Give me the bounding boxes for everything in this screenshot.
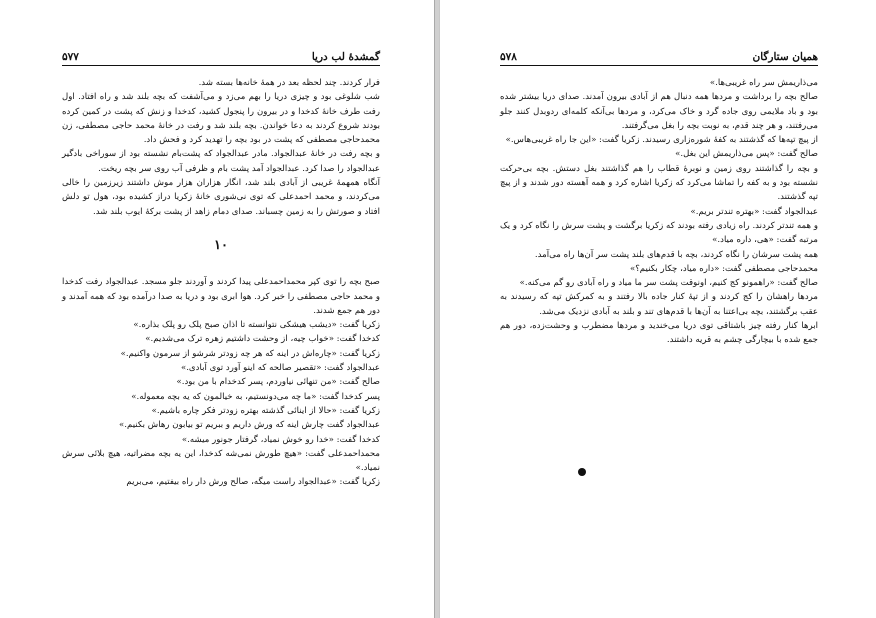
paragraph: صبح بچه را توی کپر محمداحمدعلی پیدا کردند و آوردند جلو مسجد. عبدالجواد رفت کدخدا و محمد حاجی مصطفی را خبر کرد. هوا ابری بود و دریا به صدا درآمده بود که همه آمدند و دور هم جمع شدند. xyxy=(62,277,380,316)
right-running-title: همیان ستارگان xyxy=(752,51,818,63)
left-page-body xyxy=(62,76,380,490)
paragraph: آنگاه همهمهٔ غریبی از آبادی بلند شد، انگار هزاران هزار موش داشتند زیرزمین را خالی می‌کردند، و محمد احمدعلی که توی نی‌شوری خانهٔ زکریا دراز کشیده بود، هول تو دلش افتاد و صورتش را به زمین چسباند. صدای دمام زاهد از پشت برکهٔ ایوب بلند شد. xyxy=(62,178,380,217)
dialogue-line: عبدالجواد گفت: «تقصیر صالحه که اینو آورد توی آبادی.» xyxy=(180,363,380,374)
paragraph: از پیچ تپه‌ها که گذشتند به کفهٔ شوره‌زاری رسیدند. زکریا گفت: «این جا راه غریبی‌هاس.» xyxy=(505,135,818,146)
dialogue-line: صالح گفت: «راهمونو کج کنیم، اونوقت پشت سر ما میاد و راه آبادی رو گم می‌کنه.» xyxy=(519,278,818,289)
paragraph: صالح بچه را برداشت و مردها همه دنبال هم از آبادی بیرون آمدند. صدای دریا بیشتر شده بود و باد ملایمی روی جاده گرد و خاک می‌کرد، و مردها بی‌آنکه کلمه‌ای ردوبدل کنند جلو می‌رفتند، و هر چند قدم، به نوبت بچه را بغل می‌گرفتند. xyxy=(500,92,818,131)
paragraph: مردها راهشان را کج کردند و از تپهٔ کنار جاده بالا رفتند و به کمرکش تپه که رسیدند به عقب برگشتند، بچه بی‌اعتنا به آن‌ها با قدم‌های تند و بلند به آبادی نزدیک می‌شد. xyxy=(500,292,818,317)
dialogue-line: زکریا گفت: «دیشب هیشکی نتوانسته تا اذان صبح پلک رو پلک بذاره.» xyxy=(133,320,380,331)
dialogue-line: کدخدا گفت: «خدا رو خوش نمیاد، گرفتار جونور میشه.» xyxy=(181,434,380,445)
paragraph: و بچه را گذاشتند روی زمین و نوبره‌ٔ قطاب را هم گذاشتند بغل دستش. بچه بی‌حرکت نشسته بود و به کفه را تماشا می‌کرد که زکریا اشاره کرد و همه آهسته دور شدند و از پیچ تپه گذشتند. xyxy=(500,163,818,203)
paragraph: و بچه رفت در خانهٔ عبدالجواد. مادر عبدالجواد که پشت‌بام نشسته بود از سوراخی بادگیر عبدالجواد را صدا کرد. عبدالجواد آمد پشت بام و ظرفی آب روی سر بچه ریخت. xyxy=(62,149,380,174)
dialogue-line: عبدالجواد گفت: «بهتره تندتر بریم.» xyxy=(690,206,818,217)
paragraph: ابرها کنار رفته چیز باشتاقی توی دریا می‌خندید و مردها مضطرب و وحشت‌زده، دور هم جمع شده با بیچارگی چشم به قریه داشتند. xyxy=(500,321,818,346)
paragraph: شب شلوغی بود و چیزی دریا را بهم می‌زد و می‌آشفت که بچه بلند شد و راه افتاد. اول رفت طرف خانهٔ کدخدا و در بیرون را پنجول کشید، کدخدا و زنش که پشت در کمین کرده بودند شروع کردند به دعا خواندن. بچه بلند شد و رفت در خانهٔ محمد حاجی مصطفی، زن محمدحاجی مصطفی که پشت در بود بچه را تهدید کرد و فحش داد. xyxy=(62,92,380,146)
dialogue-line: زکریا گفت: «حالا از اینائی گذشته بهتره زودتر فکر چاره باشیم.» xyxy=(151,405,380,416)
right-page-body xyxy=(500,76,818,348)
left-running-title: گمشدهٔ لب دریا xyxy=(311,51,380,63)
dialogue-line: زکریا گفت: «عبدالجواد راست میگه، صالح ورش دار راه بیفتیم، می‌بریم xyxy=(126,477,380,488)
paragraph: می‌ذاریمش سر راه غریبی‌ها.» xyxy=(709,78,818,88)
dialogue-line: زکریا گفت: «چاره‌اش در اینه که هر چه زودتر شرشو از سرمون واکنیم.» xyxy=(120,348,380,359)
right-page-header xyxy=(500,46,818,66)
paragraph: همه پشت سرشان را نگاه کردند، بچه با قدم‌های بلند پشت سر آن‌ها راه می‌آمد. xyxy=(534,249,818,260)
left-page xyxy=(0,0,434,618)
right-page-number: ۵۷۸ xyxy=(500,51,517,63)
dialogue-line: صالح گفت: «پس می‌ذاریمش این بغل.» xyxy=(675,149,818,160)
dialogue-line: عبدالجواد گفت چارش اینه که ورش داریم و ببریم تو بیابون رهاش بکنیم.» xyxy=(118,420,380,431)
paragraph: فرار کردند. چند لحظه بعد در همهٔ خانه‌ها بسته شد. xyxy=(198,78,380,88)
dialogue-line: صالح گفت: «من تنهائی نیاوردم، پسر کدخدام با من بود.» xyxy=(176,377,380,388)
left-page-number: ۵۷۷ xyxy=(62,51,79,63)
dialogue-line: محمدحاجی مصطفی گفت: «داره میاد، چکار بکنیم؟» xyxy=(629,263,818,274)
chapter-number: ۱۰ xyxy=(214,237,228,253)
dialogue-line: کدخدا گفت: «خواب چیه، از وحشت داشتیم زهره ترک می‌شدیم.» xyxy=(145,334,380,345)
dialogue-line: محمداحمدعلی گفت: «هیچ طورش نمی‌شه کدخدا، این یه بچه مضراتیه، هیچ بلائی سرش نمیاد.» xyxy=(62,448,380,474)
right-page xyxy=(440,0,876,618)
end-of-section-bullet-icon xyxy=(578,468,586,476)
left-page-header xyxy=(62,46,380,66)
dialogue-line: پسر کدخدا گفت: «ما چه می‌دونستیم، به خیالمون که یه بچه معموله.» xyxy=(131,391,380,402)
paragraph: و همه تندتر کردند. راه زیادی رفته بودند که زکریا برگشت و پشت سرش را نگاه کرد و یک مرتبه گفت: «هی، داره میاد.» xyxy=(500,220,818,246)
